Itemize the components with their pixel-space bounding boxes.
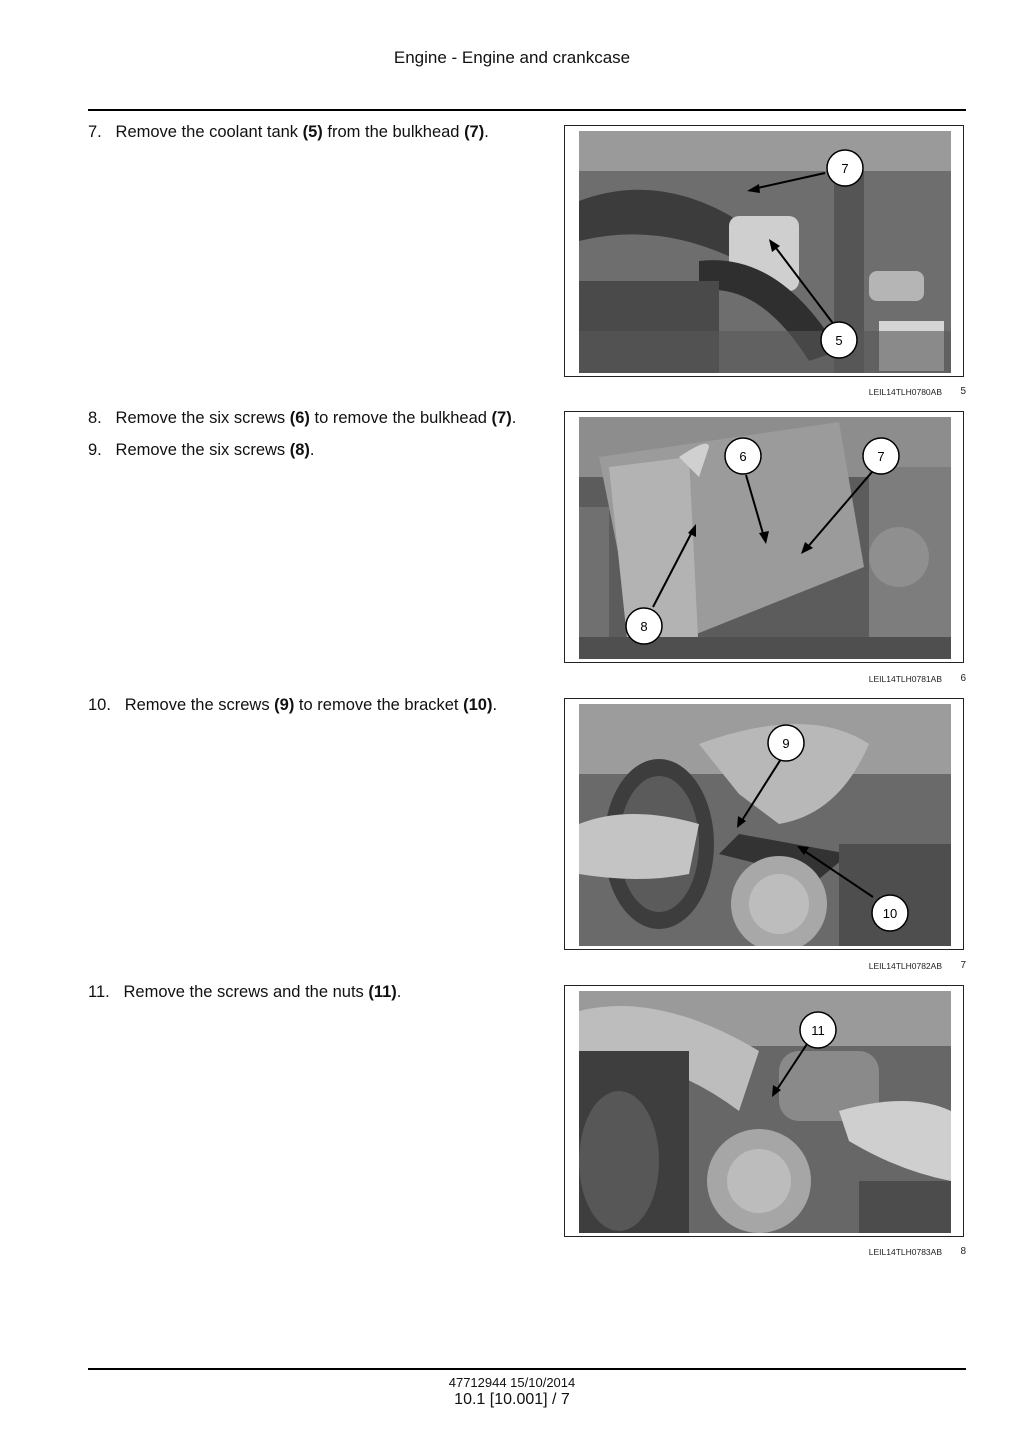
- step-number: 8.: [88, 409, 102, 427]
- step-text: .: [492, 696, 498, 714]
- header-rule: [88, 109, 966, 111]
- step-10: [88, 695, 538, 715]
- step-number: 11.: [88, 983, 110, 1001]
- figure-code: LEIL14TLH0782AB: [868, 961, 942, 971]
- callout-ref: (11): [368, 983, 397, 1001]
- step-11: [88, 982, 538, 1002]
- footer-rule: [88, 1368, 966, 1370]
- figure-code: LEIL14TLH0783AB: [868, 1247, 942, 1257]
- figure-7-caption: [564, 961, 966, 975]
- step-7: [88, 122, 538, 142]
- callout-ref: (6): [289, 409, 310, 427]
- step-number: 9.: [88, 441, 102, 459]
- figure-number: 5: [960, 386, 966, 397]
- step-text: Remove the coolant tank: [115, 123, 303, 141]
- callout-label: 7: [877, 449, 885, 464]
- figure-number: 8: [960, 1246, 966, 1257]
- step-9: [88, 440, 538, 460]
- step-number: 10.: [88, 696, 111, 714]
- step-text: Remove the six screws: [115, 441, 290, 459]
- step-text: from the bulkhead: [322, 123, 465, 141]
- step-text: .: [511, 409, 517, 427]
- figure-code: LEIL14TLH0781AB: [868, 674, 942, 684]
- callout-label: 6: [739, 449, 747, 464]
- footer-page-number: 10.1 [10.001] / 7: [454, 1391, 570, 1408]
- callout-label: 10: [882, 906, 898, 921]
- callout-label: 7: [841, 161, 849, 176]
- callout-label: 9: [782, 736, 790, 751]
- bracket-photo: [579, 704, 951, 946]
- figure-number: 6: [960, 673, 966, 684]
- callout-ref: (7): [464, 123, 485, 141]
- callout-ref: (5): [302, 123, 323, 141]
- step-number: 7.: [88, 123, 102, 141]
- screws-nuts-photo: [579, 991, 951, 1233]
- callout-ref: (10): [463, 696, 493, 714]
- figure-code: LEIL14TLH0780AB: [868, 387, 942, 397]
- step-text: to remove the bulkhead: [309, 409, 492, 427]
- callout-ref: (7): [491, 409, 512, 427]
- callout-label: 8: [640, 619, 648, 634]
- callout-label: 11: [811, 1023, 825, 1038]
- step-text: Remove the screws: [124, 696, 275, 714]
- figure-7: [564, 698, 964, 950]
- figure-number: 7: [960, 960, 966, 971]
- figure-5-caption: [564, 387, 966, 401]
- callout-ref: (8): [289, 441, 310, 459]
- step-text: Remove the six screws: [115, 409, 290, 427]
- engine-photo: [579, 131, 951, 373]
- footer-doc-ref: 47712944 15/10/2014: [448, 1375, 576, 1390]
- callout-label: 5: [835, 333, 843, 348]
- bulkhead-photo: [579, 417, 951, 659]
- step-text: Remove the screws and the nuts: [123, 983, 369, 1001]
- figure-8-caption: [564, 1247, 966, 1261]
- page-header-title: Engine - Engine and crankcase: [393, 48, 631, 67]
- figure-6: [564, 411, 964, 663]
- step-text: .: [396, 983, 402, 1001]
- figure-8: [564, 985, 964, 1237]
- step-8: [88, 408, 538, 428]
- step-text: to remove the bracket: [294, 696, 464, 714]
- figure-5: [564, 125, 964, 377]
- step-text: .: [309, 441, 315, 459]
- callout-ref: (9): [274, 696, 295, 714]
- step-text: .: [484, 123, 489, 141]
- figure-6-caption: [564, 674, 966, 688]
